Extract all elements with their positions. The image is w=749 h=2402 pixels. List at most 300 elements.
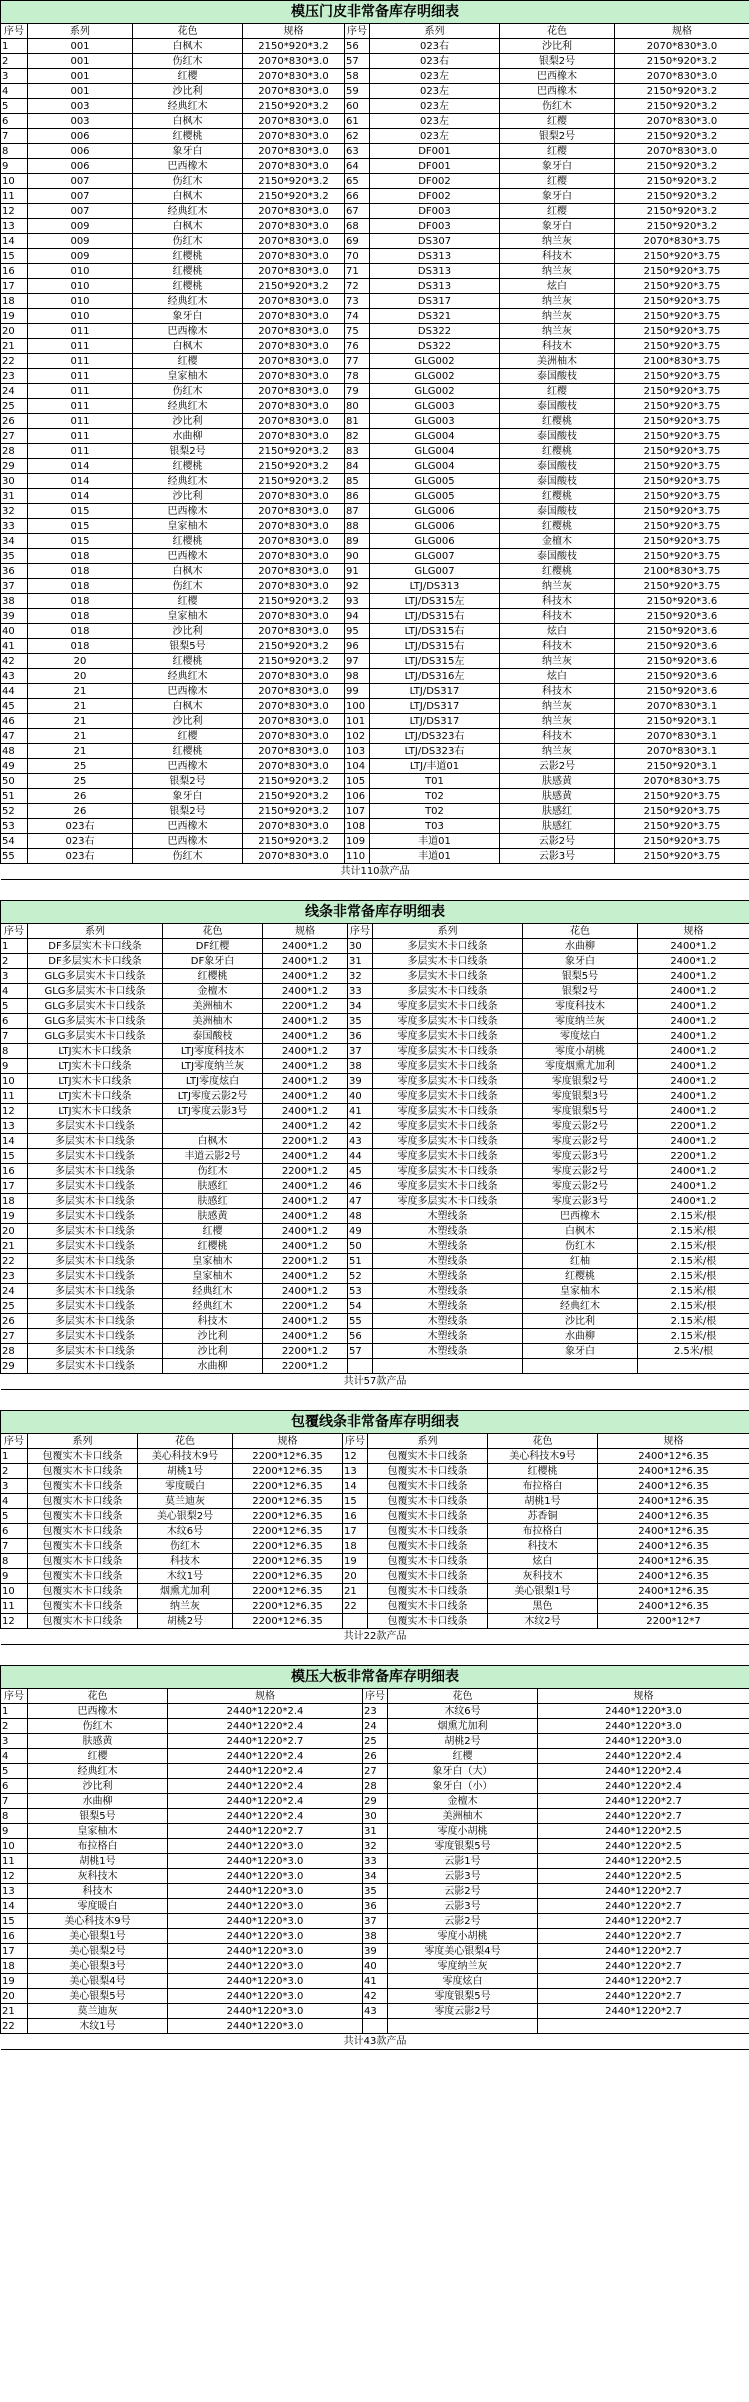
table-cell: 003: [28, 99, 133, 114]
table-cell: 2150*920*3.2: [243, 594, 345, 609]
table-cell: 86: [345, 489, 370, 504]
table-cell: 木塑线条: [373, 1209, 523, 1224]
table-cell: 16: [1, 264, 28, 279]
table-cell: 2400*1.2: [263, 1044, 348, 1059]
table-row: [1, 279, 749, 294]
table-cell: LTJ零度纳兰灰: [163, 1059, 263, 1074]
table-cell: 沙比利: [133, 624, 243, 639]
table-cell: 2200*12*6.35: [233, 1509, 343, 1524]
table-row: [1, 759, 749, 774]
table-cell: 水曲柳: [133, 429, 243, 444]
table-row: [1, 519, 749, 534]
table-cell: [373, 1359, 523, 1374]
table-cell: 011: [28, 429, 133, 444]
table-body: [1, 1704, 749, 2034]
table-row: [1, 264, 749, 279]
table-cell: 巴西橡木: [500, 84, 615, 99]
column-header: 规格: [243, 24, 345, 39]
table-cell: 011: [28, 414, 133, 429]
table-cell: 木纹1号: [28, 2019, 168, 2034]
table-cell: 2400*1.2: [263, 969, 348, 984]
table-cell: 零度多层实木卡口线条: [373, 1194, 523, 1209]
table-cell: 79: [345, 384, 370, 399]
table-cell: 2400*1.2: [638, 939, 749, 954]
table-cell: 80: [345, 399, 370, 414]
table-cell: 007: [28, 204, 133, 219]
table-cell: 9: [1, 1824, 28, 1839]
table-cell: 17: [1, 279, 28, 294]
table-cell: 023右: [370, 54, 500, 69]
table-cell: 2200*1.2: [263, 1299, 348, 1314]
table-row: [1, 729, 749, 744]
table-cell: 25: [28, 759, 133, 774]
table-cell: 2070*830*3.0: [243, 564, 345, 579]
table-row: [1, 219, 749, 234]
table-cell: 010: [28, 279, 133, 294]
table-cell: 纳兰灰: [500, 714, 615, 729]
table-cell: 2150*920*3.2: [243, 459, 345, 474]
table-cell: 7: [1, 1794, 28, 1809]
table-cell: 19: [1, 1209, 28, 1224]
table-cell: 2440*1220*2.7: [538, 1989, 749, 2004]
trim-line-table: [0, 900, 749, 1390]
table-cell: 红樱桃: [500, 519, 615, 534]
table-cell: 2400*12*6.35: [598, 1569, 749, 1584]
table-cell: 零度云影2号: [523, 1134, 638, 1149]
table-cell: 5: [1, 1764, 28, 1779]
table-cell: 木纹6号: [388, 1704, 538, 1719]
table-cell: 纳兰灰: [500, 654, 615, 669]
table-cell: 木塑线条: [373, 1314, 523, 1329]
table-cell: 2070*830*3.1: [615, 744, 749, 759]
table-cell: 包覆实木卡口线条: [28, 1569, 138, 1584]
table-cell: GLG005: [370, 489, 500, 504]
table-row: [1, 459, 749, 474]
table-cell: 零度云影2号: [388, 2004, 538, 2019]
table-cell: 51: [1, 789, 28, 804]
table-cell: 20: [1, 1224, 28, 1239]
table-cell: 巴西橡木: [133, 834, 243, 849]
table-row: [1, 1044, 749, 1059]
table-cell: 2150*920*3.75: [615, 324, 749, 339]
table-row: [1, 429, 749, 444]
table-row: [1, 174, 749, 189]
table-row: [1, 1134, 749, 1149]
table-cell: 木塑线条: [373, 1224, 523, 1239]
table-cell: 银梨2号: [133, 444, 243, 459]
table-cell: 巴西橡木: [133, 549, 243, 564]
table-cell: 2070*830*3.0: [243, 744, 345, 759]
table-cell: 多层实木卡口线条: [28, 1314, 163, 1329]
table-row: [1, 1359, 749, 1374]
table-cell: 010: [28, 264, 133, 279]
table-cell: 零度炫白: [388, 1974, 538, 1989]
table-cell: 莫兰迪灰: [138, 1494, 233, 1509]
table-cell: 26: [1, 1314, 28, 1329]
table-cell: 2150*920*3.6: [615, 654, 749, 669]
table-cell: 2: [1, 54, 28, 69]
table-cell: 零度多层实木卡口线条: [373, 1134, 523, 1149]
table-cell: 2400*1.2: [263, 1269, 348, 1284]
table-cell: DF001: [370, 144, 500, 159]
table-cell: 2150*920*3.75: [615, 534, 749, 549]
section-gap: [0, 1390, 749, 1410]
table-cell: 2440*1220*2.7: [538, 1974, 749, 1989]
section-title: 线条非常备库存明细表: [1, 901, 749, 924]
table-row: [1, 1179, 749, 1194]
table-cell: 零度多层实木卡口线条: [373, 1104, 523, 1119]
table-cell: 银梨5号: [523, 969, 638, 984]
table-cell: 2150*920*3.2: [615, 159, 749, 174]
table-cell: 2440*1220*3.0: [168, 1869, 363, 1884]
table-cell: 2440*1220*3.0: [168, 1944, 363, 1959]
table-cell: 6: [1, 1014, 28, 1029]
table-cell: GLG多层实木卡口线条: [28, 1029, 163, 1044]
table-cell: 零度多层实木卡口线条: [373, 1179, 523, 1194]
table-cell: 25: [1, 399, 28, 414]
table-row: [1, 309, 749, 324]
mold-door-skin-table: [0, 0, 749, 880]
section-title: 模压门皮非常备库存明细表: [1, 1, 749, 24]
table-cell: 银梨2号: [133, 774, 243, 789]
table-row: [1, 699, 749, 714]
table-cell: 2400*1.2: [638, 969, 749, 984]
table-cell: 肤感红: [163, 1194, 263, 1209]
table-cell: 2440*1220*3.0: [168, 1854, 363, 1869]
table-cell: 红樱桃: [163, 1239, 263, 1254]
table-cell: GLG006: [370, 504, 500, 519]
table-cell: LTJ实木卡口线条: [28, 1059, 163, 1074]
table-cell: 白枫木: [133, 39, 243, 54]
table-cell: 109: [345, 834, 370, 849]
table-cell: T03: [370, 819, 500, 834]
table-row: [1, 324, 749, 339]
table-cell: 白枫木: [523, 1224, 638, 1239]
table-cell: 2400*12*6.35: [598, 1449, 749, 1464]
table-cell: 2: [1, 1464, 28, 1479]
table-cell: 2440*1220*2.5: [538, 1869, 749, 1884]
table-cell: 零度云影3号: [523, 1194, 638, 1209]
table-cell: 15: [343, 1494, 368, 1509]
table-cell: 49: [1, 759, 28, 774]
table-cell: 2150*920*3.2: [615, 189, 749, 204]
table-cell: 美心银梨2号: [138, 1509, 233, 1524]
table-cell: 经典红木: [133, 99, 243, 114]
table-cell: 2200*1.2: [638, 1149, 749, 1164]
table-cell: 2150*920*3.6: [615, 639, 749, 654]
table-cell: 炫白: [488, 1554, 598, 1569]
table-cell: 2150*920*3.6: [615, 594, 749, 609]
table-cell: GLG多层实木卡口线条: [28, 999, 163, 1014]
table-row: [1, 564, 749, 579]
table-cell: 18: [1, 294, 28, 309]
table-cell: 伤红木: [28, 1719, 168, 1734]
table-cell: 沙比利: [500, 39, 615, 54]
table-cell: 17: [343, 1524, 368, 1539]
table-cell: 沙比利: [133, 414, 243, 429]
table-cell: 2150*920*3.75: [615, 549, 749, 564]
table-cell: 7: [1, 1539, 28, 1554]
table-cell: 72: [345, 279, 370, 294]
table-cell: 云影3号: [500, 849, 615, 864]
table-cell: LTJ/DS323右: [370, 744, 500, 759]
table-cell: 2070*830*3.0: [243, 114, 345, 129]
table-cell: 红樱桃: [500, 489, 615, 504]
table-cell: 云影2号: [500, 759, 615, 774]
table-cell: 10: [1, 1584, 28, 1599]
table-cell: 007: [28, 189, 133, 204]
table-row: [1, 1599, 749, 1614]
table-cell: 木塑线条: [373, 1284, 523, 1299]
table-cell: DF001: [370, 159, 500, 174]
table-cell: 伤红木: [133, 54, 243, 69]
table-cell: 2440*1220*3.0: [168, 2019, 363, 2034]
table-cell: 2440*1220*3.0: [168, 2004, 363, 2019]
table-cell: 21: [1, 2004, 28, 2019]
table-cell: 美洲柚木: [163, 1014, 263, 1029]
column-header: 花色: [133, 24, 243, 39]
table-cell: GLG006: [370, 534, 500, 549]
table-cell: 2200*12*6.35: [233, 1614, 343, 1629]
table-cell: LTJ/DS317: [370, 684, 500, 699]
table-cell: 2150*920*3.75: [615, 429, 749, 444]
table-row: [1, 744, 749, 759]
table-cell: 包覆实木卡口线条: [28, 1449, 138, 1464]
table-cell: DS313: [370, 249, 500, 264]
table-row: [1, 1464, 749, 1479]
table-cell: 12: [1, 1104, 28, 1119]
table-body: [1, 1449, 749, 1629]
table-cell: 包覆实木卡口线条: [368, 1494, 488, 1509]
table-cell: 银梨2号: [523, 984, 638, 999]
table-cell: 2070*830*3.75: [615, 774, 749, 789]
table-cell: 14: [1, 234, 28, 249]
table-cell: 胡桃1号: [488, 1494, 598, 1509]
table-cell: 包覆实木卡口线条: [368, 1554, 488, 1569]
table-row: [1, 1704, 749, 1719]
table-cell: 30: [348, 939, 373, 954]
table-cell: LTJ零度科技木: [163, 1044, 263, 1059]
table-cell: 2.15米/根: [638, 1209, 749, 1224]
table-cell: 2150*920*3.75: [615, 489, 749, 504]
table-cell: 胡桃2号: [138, 1614, 233, 1629]
table-cell: 2200*12*6.35: [233, 1539, 343, 1554]
table-cell: 25: [28, 774, 133, 789]
table-row: [1, 1014, 749, 1029]
table-cell: 红樱桃: [523, 1269, 638, 1284]
table-cell: 76: [345, 339, 370, 354]
table-cell: 28: [363, 1779, 388, 1794]
table-cell: 21: [1, 1239, 28, 1254]
table-cell: 2440*1220*2.4: [168, 1794, 363, 1809]
table-cell: 37: [363, 1914, 388, 1929]
table-cell: [523, 1359, 638, 1374]
table-cell: 2070*830*3.0: [243, 399, 345, 414]
table-cell: 2070*830*3.0: [243, 324, 345, 339]
table-cell: 12: [1, 1869, 28, 1884]
column-header: 系列: [368, 1434, 488, 1449]
table-cell: 多层实木卡口线条: [373, 984, 523, 999]
table-cell: 肤感红: [163, 1179, 263, 1194]
table-cell: 2070*830*3.0: [243, 159, 345, 174]
table-cell: 023右: [28, 819, 133, 834]
table-cell: 经典红木: [523, 1299, 638, 1314]
table-cell: 2.15米/根: [638, 1224, 749, 1239]
table-cell: 2400*1.2: [638, 1104, 749, 1119]
table-cell: 红樱: [500, 204, 615, 219]
table-cell: 2400*12*6.35: [598, 1554, 749, 1569]
table-row: [1, 2019, 749, 2034]
table-cell: 2400*1.2: [263, 1029, 348, 1044]
table-cell: 银梨2号: [500, 129, 615, 144]
table-cell: 2440*1220*3.0: [538, 1734, 749, 1749]
table-row: [1, 834, 749, 849]
table-cell: 2150*920*3.75: [615, 819, 749, 834]
table-cell: 2400*1.2: [263, 984, 348, 999]
table-cell: 布拉格白: [488, 1524, 598, 1539]
table-cell: 106: [345, 789, 370, 804]
table-cell: 2150*920*3.75: [615, 504, 749, 519]
table-cell: 白枫木: [133, 114, 243, 129]
table-cell: 41: [1, 639, 28, 654]
table-cell: LTJ实木卡口线条: [28, 1089, 163, 1104]
table-row: [1, 1869, 749, 1884]
table-cell: 2440*1220*3.0: [538, 1719, 749, 1734]
table-cell: 71: [345, 264, 370, 279]
table-cell: 2150*920*3.2: [243, 639, 345, 654]
table-cell: 2100*830*3.75: [615, 564, 749, 579]
table-cell: 零度云影2号: [523, 1164, 638, 1179]
table-cell: 2440*1220*2.4: [168, 1809, 363, 1824]
table-cell: 经典红木: [133, 669, 243, 684]
table-cell: [388, 2019, 538, 2034]
table-cell: 2440*1220*3.0: [168, 1884, 363, 1899]
table-cell: 30: [363, 1809, 388, 1824]
table-cell: 11: [1, 189, 28, 204]
table-cell: 001: [28, 54, 133, 69]
table-cell: 78: [345, 369, 370, 384]
table-cell: LTJ/DS317: [370, 699, 500, 714]
table-cell: 48: [348, 1209, 373, 1224]
table-cell: 10: [1, 1839, 28, 1854]
table-row: [1, 1239, 749, 1254]
table-cell: 包覆实木卡口线条: [368, 1479, 488, 1494]
table-cell: 肤感黄: [500, 774, 615, 789]
table-cell: 20: [28, 669, 133, 684]
table-cell: 2400*12*6.35: [598, 1479, 749, 1494]
table-cell: LTJ/DS323右: [370, 729, 500, 744]
table-cell: 木塑线条: [373, 1269, 523, 1284]
table-header-group: [1, 1434, 749, 1449]
table-cell: 2: [1, 954, 28, 969]
table-cell: 006: [28, 159, 133, 174]
column-header: 花色: [388, 1689, 538, 1704]
table-cell: 美洲柚木: [388, 1809, 538, 1824]
table-cell: 33: [1, 519, 28, 534]
section-title: 模压大板非常备库存明细表: [1, 1666, 749, 1689]
table-cell: 红樱: [500, 384, 615, 399]
table-cell: 82: [345, 429, 370, 444]
table-cell: 莫兰迪灰: [28, 2004, 168, 2019]
table-cell: 014: [28, 459, 133, 474]
table-row: [1, 1614, 749, 1629]
table-row: [1, 369, 749, 384]
table-cell: 包覆实木卡口线条: [368, 1569, 488, 1584]
table-cell: 包覆实木卡口线条: [28, 1509, 138, 1524]
table-row: [1, 204, 749, 219]
table-cell: 沙比利: [163, 1329, 263, 1344]
table-cell: 29: [1, 1359, 28, 1374]
table-row: [1, 249, 749, 264]
table-cell: 2070*830*3.0: [243, 759, 345, 774]
table-cell: 104: [345, 759, 370, 774]
table-cell: GLG004: [370, 429, 500, 444]
table-cell: 肤感红: [500, 804, 615, 819]
table-cell: 110: [345, 849, 370, 864]
table-row: [1, 1809, 749, 1824]
table-cell: 2440*1220*2.7: [168, 1734, 363, 1749]
table-row: [1, 1914, 749, 1929]
table-cell: 015: [28, 519, 133, 534]
table-cell: 泰国酸枝: [500, 399, 615, 414]
table-cell: 31: [348, 954, 373, 969]
table-cell: 2440*1220*2.7: [538, 1884, 749, 1899]
table-cell: DF003: [370, 204, 500, 219]
column-header: 序号: [348, 924, 373, 939]
table-cell: 14: [343, 1479, 368, 1494]
table-cell: 19: [343, 1554, 368, 1569]
column-header: 规格: [638, 924, 749, 939]
table-cell: 1: [1, 1449, 28, 1464]
table-cell: 19: [1, 1974, 28, 1989]
table-cell: 2400*12*6.35: [598, 1524, 749, 1539]
table-cell: 44: [348, 1149, 373, 1164]
table-row: [1, 234, 749, 249]
table-cell: 伤红木: [133, 849, 243, 864]
table-cell: 2440*1220*2.4: [168, 1719, 363, 1734]
table-cell: 39: [363, 1944, 388, 1959]
table-cell: 皇家柚木: [133, 519, 243, 534]
table-cell: 2070*830*3.0: [243, 714, 345, 729]
table-row: [1, 534, 749, 549]
table-cell: 云影3号: [388, 1899, 538, 1914]
table-cell: 5: [1, 99, 28, 114]
table-cell: GLG多层实木卡口线条: [28, 969, 163, 984]
table-cell: 2200*1.2: [263, 1344, 348, 1359]
table-row: [1, 144, 749, 159]
table-cell: 2440*1220*3.0: [168, 1959, 363, 1974]
table-cell: 2200*1.2: [263, 1164, 348, 1179]
table-cell: 经典红木: [133, 474, 243, 489]
table-row: [1, 1719, 749, 1734]
table-cell: 38: [1, 594, 28, 609]
table-row: [1, 1839, 749, 1854]
table-cell: 红樱桃: [133, 249, 243, 264]
table-row: [1, 1254, 749, 1269]
table-cell: 皇家柚木: [133, 369, 243, 384]
table-cell: 多层实木卡口线条: [28, 1299, 163, 1314]
table-cell: 零度银梨2号: [523, 1074, 638, 1089]
table-row: [1, 1974, 749, 1989]
table-cell: 零度暖白: [28, 1899, 168, 1914]
table-cell: 红樱: [500, 114, 615, 129]
table-cell: 2440*1220*2.7: [538, 1944, 749, 1959]
table-cell: 2150*920*3.75: [615, 399, 749, 414]
table-cell: LTJ零度云影2号: [163, 1089, 263, 1104]
table-cell: 零度银梨3号: [523, 1089, 638, 1104]
table-cell: 107: [345, 804, 370, 819]
table-cell: 10: [1, 1074, 28, 1089]
